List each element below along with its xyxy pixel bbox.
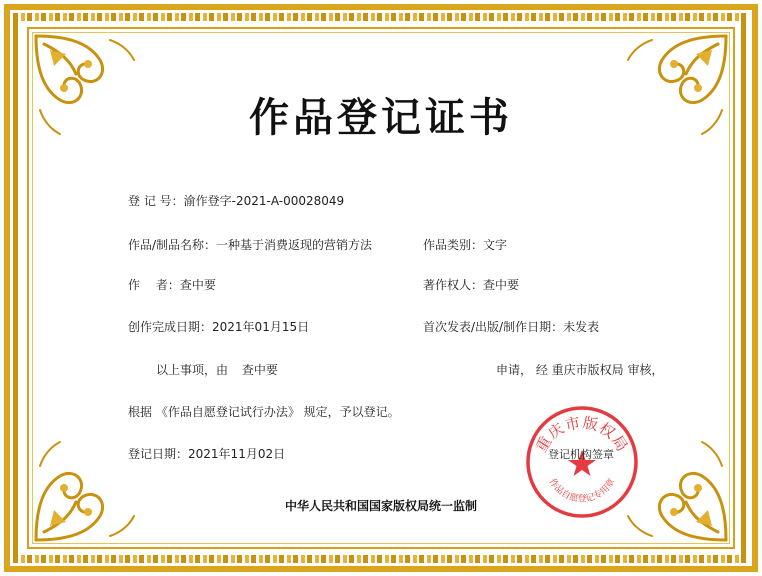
registration-number-label: 登 记 号： [128, 194, 184, 208]
work-category-label: 作品类别： [423, 238, 484, 252]
registration-date-row [128, 445, 285, 462]
publication-date-label: 首次发表/出版/制作日期： [423, 320, 564, 334]
corner-ornament-icon [30, 436, 140, 546]
seal-caption: 登记机构签章 [548, 448, 614, 461]
work-category-row [423, 236, 507, 253]
publication-date-row [423, 318, 599, 335]
work-name-row [128, 236, 372, 253]
copyright-owner-label: 著作权人： [423, 278, 484, 292]
statement-line-1 [156, 361, 278, 378]
certificate-title: 作品登记证书 [249, 94, 513, 141]
work-category-value: 文字 [483, 238, 508, 252]
work-name-value: 一种基于消费返现的营销方法 [216, 238, 373, 252]
statement-line-2: 根据 《作品自愿登记试行办法》 规定，予以登记。 [128, 405, 400, 419]
registration-date-value: 2021年11月02日 [188, 447, 286, 461]
completion-date-value: 2021年01月15日 [212, 320, 310, 334]
registration-number-row [128, 192, 344, 209]
statement-applicant: 查中要 [241, 363, 278, 377]
copyright-owner-row [423, 276, 519, 293]
publication-date-value: 未发表 [563, 320, 600, 334]
seal-arc-text: 重庆市版权局 [532, 413, 632, 456]
author-label: 作 者： [128, 278, 180, 292]
completion-date-label: 创作完成日期： [128, 320, 213, 334]
work-name-label: 作品/制品名称： [128, 238, 217, 252]
registration-number-value: 渝作登字-2021-A-00028049 [183, 194, 345, 208]
statement-prefix: 以上事项，由 [156, 363, 229, 377]
copyright-owner-value: 查中要 [483, 278, 520, 292]
supervision-footer: 中华人民共和国国家版权局统一监制 [284, 499, 477, 513]
completion-date-row [128, 318, 309, 335]
author-row [128, 276, 216, 293]
statement-suffix: 申请， 经 重庆市版权局 审核， [496, 363, 664, 377]
registration-date-label: 登记日期： [128, 447, 189, 461]
author-value: 查中要 [179, 278, 216, 292]
seal-bottom-text: 作品自愿登记专用章 [546, 477, 618, 505]
